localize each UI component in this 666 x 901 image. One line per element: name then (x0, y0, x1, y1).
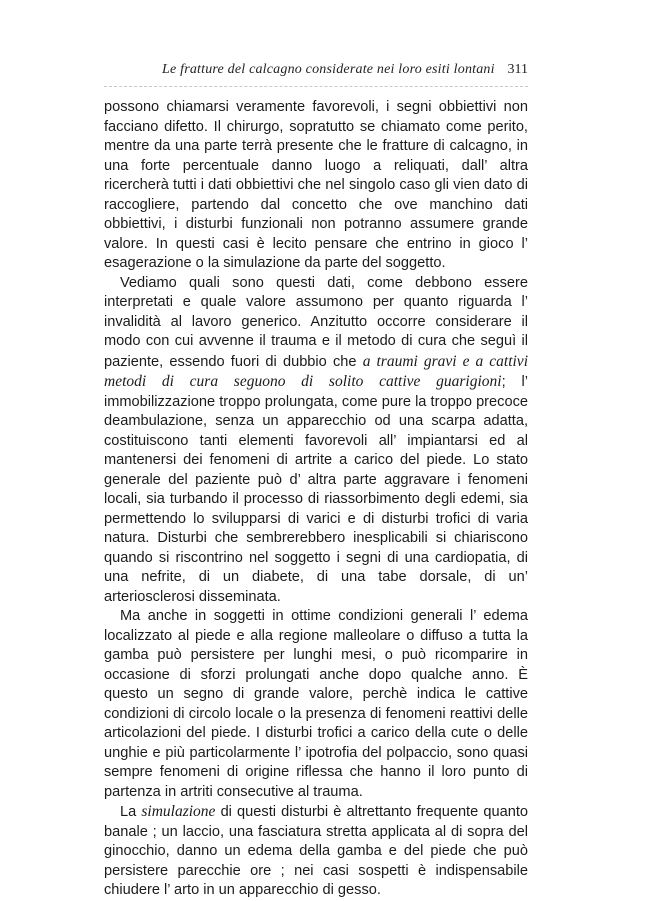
paragraph-4-text-after: di questi disturbi è altrettanto frequente quanto banale ; un laccio, una fasciatura stretta applicata al di sopra del ginocchio, danno un edema della gamba e del piede che può persistere parecchie ore ; nei casi sospetti è indispensabile chiudere l’ arto in un apparecchio di gesso. (104, 804, 528, 898)
paragraph-1 (104, 98, 528, 274)
header-divider (104, 86, 528, 87)
paragraph-2-emphasis: a traumi gravi e a cattivi metodi di cura seguono di solito cattive guarigioni (104, 352, 528, 390)
body-text (104, 98, 528, 901)
paragraph-2 (104, 274, 528, 608)
paragraph-4-emphasis: simulazione (141, 803, 216, 820)
paragraph-3-text: Ma anche in soggetti in ottime condizioni generali l’ edema localizzato al piede e alla regione malleolare o diffuso a tutta la gamba può persistere per lunghi mesi, o può ricomparire in occasione di sforzi prolungati anche dopo qualche anno. È questo un segno di grande valore, perchè indica le cattive condizioni di circolo locale o la presenza di fenomeni reattivi delle articolazioni del piede. I disturbi trofici a carico della cute o delle unghie e più particolarmente l’ ipotrofia del polpaccio, sono quasi sempre fenomeni di origine riflessa che hanno il loro punto di partenza in artriti consecutive al trauma. (104, 608, 528, 800)
paragraph-2-text-before: Vediamo quali sono questi dati, come debbono essere interpretati e quale valore assumono per quanto riguarda l’ invalidità al lavoro generico. Anzitutto occorre considerare il modo con cui avvenne il trauma e il metodo di cura che seguì il paziente, essendo fuori di dubbio che (104, 274, 528, 370)
paragraph-2-text-after: ; l’ immobilizzazione troppo prolungata, come pure la troppo precoce deambulazione, senza un apparecchio od una scarpa adatta, costituiscono tanti elementi favorevoli all’ impiantarsi ed al mantenersi dei fenomeni di artrite a carico del piede. Lo stato generale del paziente può d’ altra parte aggravare i fenomeni locali, sia turbando il processo di riassorbimento degli edemi, sia permettendo lo svilupparsi di varici e di disturbi trofici di varia natura. Disturbi che sembrerebbero inesplicabili si chiariscono quando si riscontrino nel soggetto i segni di una cardiopatia, di una nefrite, di un diabete, di una tabe dorsale, di un’ arteriosclerosi disseminata. (104, 374, 528, 605)
running-title: Le fratture del calcagno considerate nei loro esiti lontani (162, 62, 495, 77)
page-number: 311 (507, 62, 528, 77)
paragraph-1-text: possono chiamarsi veramente favorevoli, i segni obbiettivi non facciano difetto. Il chirurgo, sopratutto se chiamato come perito, mentre da una parte terrà presente che le fratture di calcagno, in una forte percentuale danno luogo a reliquati, dall’ altra ricercherà tutti i dati obbiettivi che nel singolo caso gli vien dato di raccogliere, partendo dal concetto che ove manchino dati obbiettivi, i disturbi funzionali non potranno assumere grande valore. In questi casi è lecito pensare che entrino in gioco l’ esagerazione o la simulazione da parte del soggetto. (104, 99, 528, 271)
paragraph-4 (104, 802, 528, 901)
page-header (104, 62, 528, 84)
paragraph-4-text-before: La (120, 804, 142, 820)
paragraph-3 (104, 607, 528, 802)
